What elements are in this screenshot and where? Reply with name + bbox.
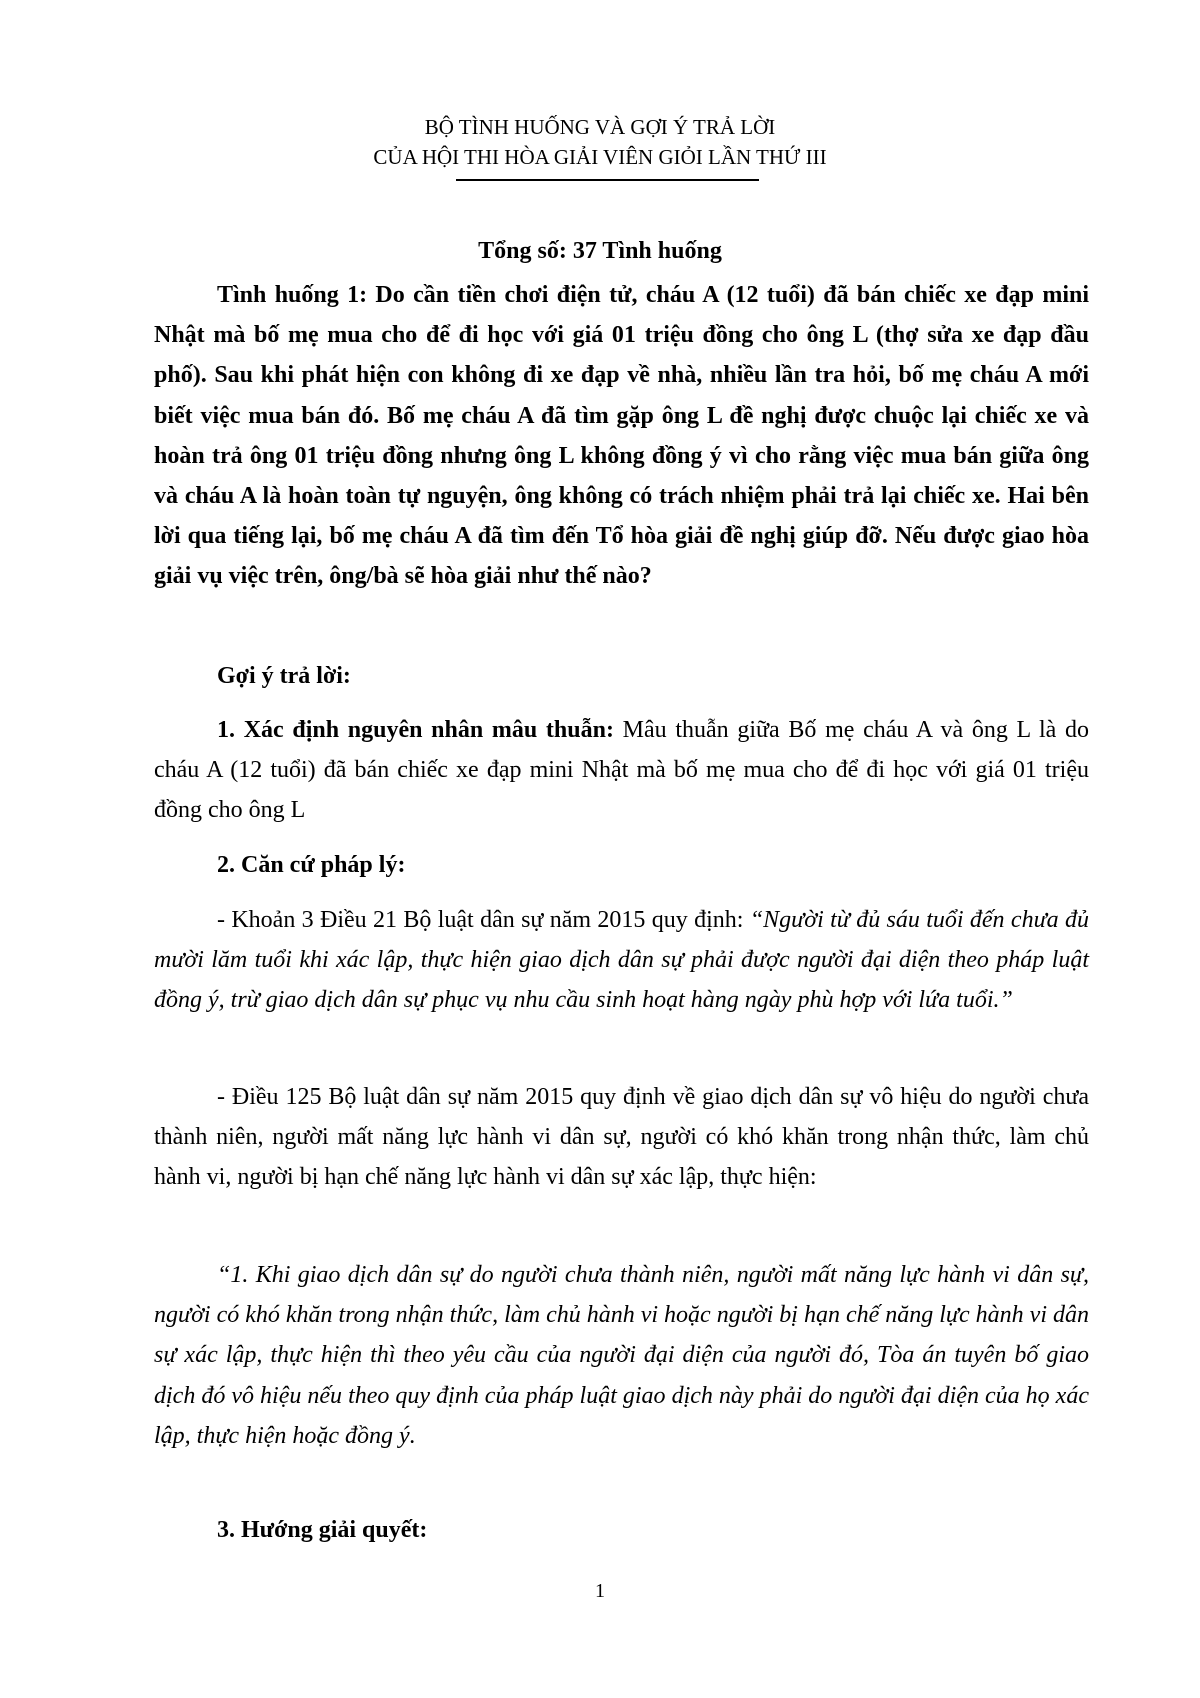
section-2-item-2: - Điều 125 Bộ luật dân sự năm 2015 quy định về giao dịch dân sự vô hiệu do người chưa thành niên, người mất năng lực hành vi dân sự, người có khó khăn trong nhận thức, làm chủ hành vi, người bị hạn chế năng lực hành vi dân sự xác lập, thực hiện: [154,1084,1089,1191]
section-2-quote-block [154,1255,1089,1456]
situation-1-block [154,275,1089,597]
section-3-heading: 3. Hướng giải quyết: [217,1517,428,1543]
section-2-heading-block [154,845,1089,885]
section-1-paragraph [154,710,1089,831]
section-1-heading: 1. Xác định nguyên nhân mâu thuẫn: [217,717,614,743]
document-header [0,112,1200,172]
section-2-item-1-block [154,900,1089,1021]
situation-1-text: Tình huống 1: Do cần tiền chơi điện tử, cháu A (12 tuổi) đã bán chiếc xe đạp mini Nhật mà bố mẹ mua cho để đi học với giá 01 triệu đồng cho ông L (thợ sửa xe đạp đầu phố). Sau khi phát hiện con không đi xe đạp về nhà, nhiều lần tra hỏi, bố mẹ cháu A mới biết việc mua bán đó. Bố mẹ cháu A đã tìm gặp ông L đề nghị được chuộc lại chiếc xe và hoàn trả ông 01 triệu đồng nhưng ông L không đồng ý vì cho rằng việc mua bán giữa ông và cháu A là hoàn toàn tự nguyện, ông không có trách nhiệm phải trả lại chiếc xe. Hai bên lời qua tiếng lại, bố mẹ cháu A đã tìm đến Tổ hòa giải đề nghị giúp đỡ. Nếu được giao hòa giải vụ việc trên, ông/bà sẽ hòa giải như thế nào? [154,282,1089,590]
header-divider [456,179,759,181]
section-2-heading: 2. Căn cứ pháp lý: [217,852,406,878]
section-1-block [154,710,1089,831]
item-1-lead: - Khoản 3 Điều 21 Bộ luật dân sự năm 2015 quy định: [217,907,750,933]
item-1-quote: “Người từ đủ sáu tuổi đến chưa đủ mười lăm tuổi khi xác lập, thực hiện giao dịch dân sự phải được người đại diện theo pháp luật đồng ý, trừ giao dịch dân sự phục vụ nhu cầu sinh hoạt hàng ngày phù hợp với lứa tuổi.” [154,907,1090,1014]
answer-hint-title: Gợi ý trả lời: [217,663,351,689]
section-2-item-1 [154,900,1089,1021]
page-number: 1 [595,1580,605,1602]
section-2-quote-2: “1. Khi giao dịch dân sự do người chưa thành niên, người mất năng lực hành vi dân sự, người có khó khăn trong nhận thức, làm chủ hành vi hoặc người bị hạn chế năng lực hành vi dân sự xác lập, thực hiện thì theo yêu cầu của người đại diện của người đó, Tòa án tuyên bố giao dịch đó vô hiệu nếu theo quy định của pháp luật giao dịch này phải do người đại diện của họ xác lập, thực hiện hoặc đồng ý. [154,1262,1089,1449]
answer-hint-block [154,656,1089,696]
header-line-2: CỦA HỘI THI HÒA GIẢI VIÊN GIỎI LẦN THỨ III [373,145,827,169]
section-3-heading-block [154,1510,1089,1550]
header-line-1: BỘ TÌNH HUỐNG VÀ GỢI Ý TRẢ LỜI [424,115,776,139]
section-1-text: Mâu thuẫn giữa Bố mẹ cháu A và ông L là do cháu A (12 tuổi) đã bán chiếc xe đạp mini Nhật mà bố mẹ mua cho để đi học với giá 01 triệu đồng cho ông L [154,717,1089,824]
total-situations: Tổng số: 37 Tình huống [478,238,722,264]
section-2-item-2-block [154,1077,1089,1198]
